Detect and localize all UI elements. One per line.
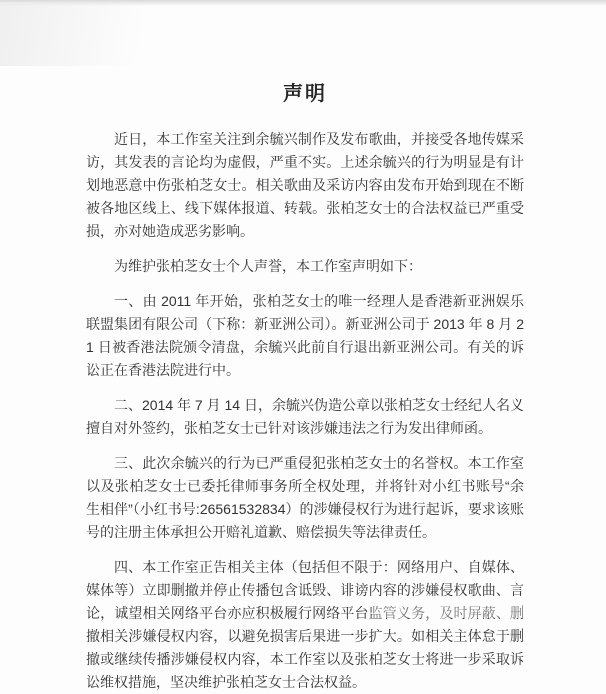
paragraph-item-4: 四、本工作室正告相关主体（包括但不限于：网络用户、自媒体、媒体等）立即删撤并停止传播包含诋毁、诽谤内容的涉嫌侵权歌曲、言论，诚望相关网络平台亦应积极履行网络平台监管义务，及时屏蔽、删撤相关涉嫌侵权内容，以避免损害后果进一步扩大。如相关主体怠于删撤或继续传播涉嫌侵权内容，本工作室以及张柏芝女士将进一步采取诉讼维权措施，坚决维护张柏芝女士合法权益。 xyxy=(86,559,524,690)
document-title: 声明 xyxy=(283,83,327,105)
paragraph-item-1: 一、由 2011 年开始，张柏芝女士的唯一经理人是香港新亚洲娱乐联盟集团有限公司（下称：新亚洲公司）。新亚洲公司于 2013 年 8 月 21 日被香港法院颁令清盘，余毓兴此前自行退出新亚洲公司。有关的诉讼正在香港法院进行中。 xyxy=(86,293,524,378)
paragraph-intro: 近日，本工作室关注到余毓兴制作及发布歌曲，并接受各地传媒采访，其发表的言论均为虚假，严重不实。上述余毓兴的行为明显是有计划地恶意中伤张柏芝女士。相关歌曲及采访内容由发布开始到现在不断被各地区线上、线下媒体报道、转载。张柏芝女士的合法权益已严重受损，亦对她造成恶劣影响。 xyxy=(86,131,524,239)
paragraph-lead-in: 为维护张柏芝女士个人声誉，本工作室声明如下： xyxy=(114,258,422,274)
paragraph-item-2: 二、2014 年 7 月 14 日，余毓兴伪造公章以张柏芝女士经纪人名义擅自对外签约，张柏芝女士已针对该涉嫌违法之行为发出律师函。 xyxy=(86,397,524,436)
paragraph-item-3: 三、此次余毓兴的行为已严重侵犯张柏芝女士的名誉权。本工作室以及张柏芝女士已委托律师事务所全权处理，并将针对小红书账号“余生相伴”（小红书号:26561532834）的涉嫌侵权行为进行起诉，要求该账号的注册主体承担公开赔礼道歉、赔偿损失等法律责任。 xyxy=(86,455,524,540)
